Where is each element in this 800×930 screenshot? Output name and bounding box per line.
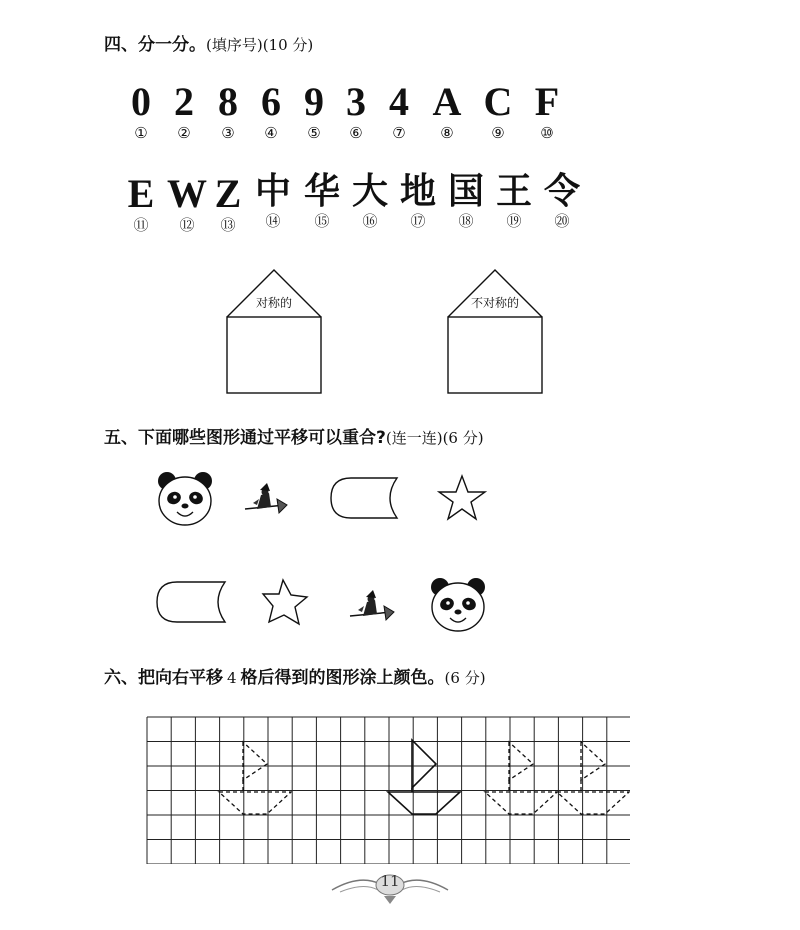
shift-amount: 4 [227,669,237,687]
symbol-item: 令 ⑳ [543,171,580,230]
panda-icon [428,576,488,634]
symbol-item: 2 ② [174,79,194,142]
page-number-ornament [330,868,450,908]
symbol-item: 国 ⑱ [447,171,484,230]
house-label: 对称的 [255,296,292,310]
symbol-item: 华 ⑮ [303,171,340,230]
translation-grid [146,716,630,864]
symbol-item: A ⑧ [432,79,462,142]
section-4-note: (填序号)(10 分) [206,36,314,54]
boat-original [388,740,460,814]
house-outline [445,267,545,395]
moon-shape [155,580,227,624]
symbol-item: 中 ⑭ [254,171,291,230]
section-6-label: 六、把向右平移 [104,668,223,688]
star-icon [437,474,487,522]
symbol-item: E ⑪ [127,171,155,234]
symbol-item: Z ⑬ [214,171,242,234]
boat-dashed-2 [485,742,557,814]
symbol-item: W ⑫ [167,171,207,234]
section-5-note: (连一连)(6 分) [385,429,484,447]
section-5-heading [104,423,484,448]
moon-shape [329,476,399,520]
symbol-item: 9 ⑤ [304,79,324,142]
symbol-item: F ⑩ [534,79,560,142]
house-symmetric [224,267,324,395]
symbol-item: 8 ③ [218,79,238,142]
boat-dashed-1 [219,742,291,814]
house-outline [224,267,324,395]
house-asymmetric [445,267,545,395]
house-label: 不对称的 [470,296,519,310]
section-4-heading [104,30,313,55]
symbol-item: 地 ⑰ [399,171,436,230]
section-6-heading [104,663,486,688]
section-5-label: 五、下面哪些图形通过平移可以重合? [104,428,386,448]
symbol-item: 大 ⑯ [351,171,388,230]
symbol-item: 4 ⑦ [389,79,409,142]
section-6-label-end: 格后得到的图形涂上颜色。 [240,668,445,688]
section-6-note: (6 分) [444,669,486,687]
symbol-item: 6 ④ [261,79,281,142]
section-4-label: 四、分一分。 [104,35,206,55]
witch-icon [348,590,396,624]
symbol-item: 0 ① [131,79,151,142]
symbol-item: C ⑨ [483,79,513,142]
witch-icon [243,483,289,517]
page-number: 11 [380,872,400,890]
star-icon [261,578,309,626]
symbol-item: 3 ⑥ [346,79,366,142]
panda-icon [155,470,215,528]
symbol-item: 王 ⑲ [495,171,532,230]
boat-dashed-3 [557,742,629,814]
